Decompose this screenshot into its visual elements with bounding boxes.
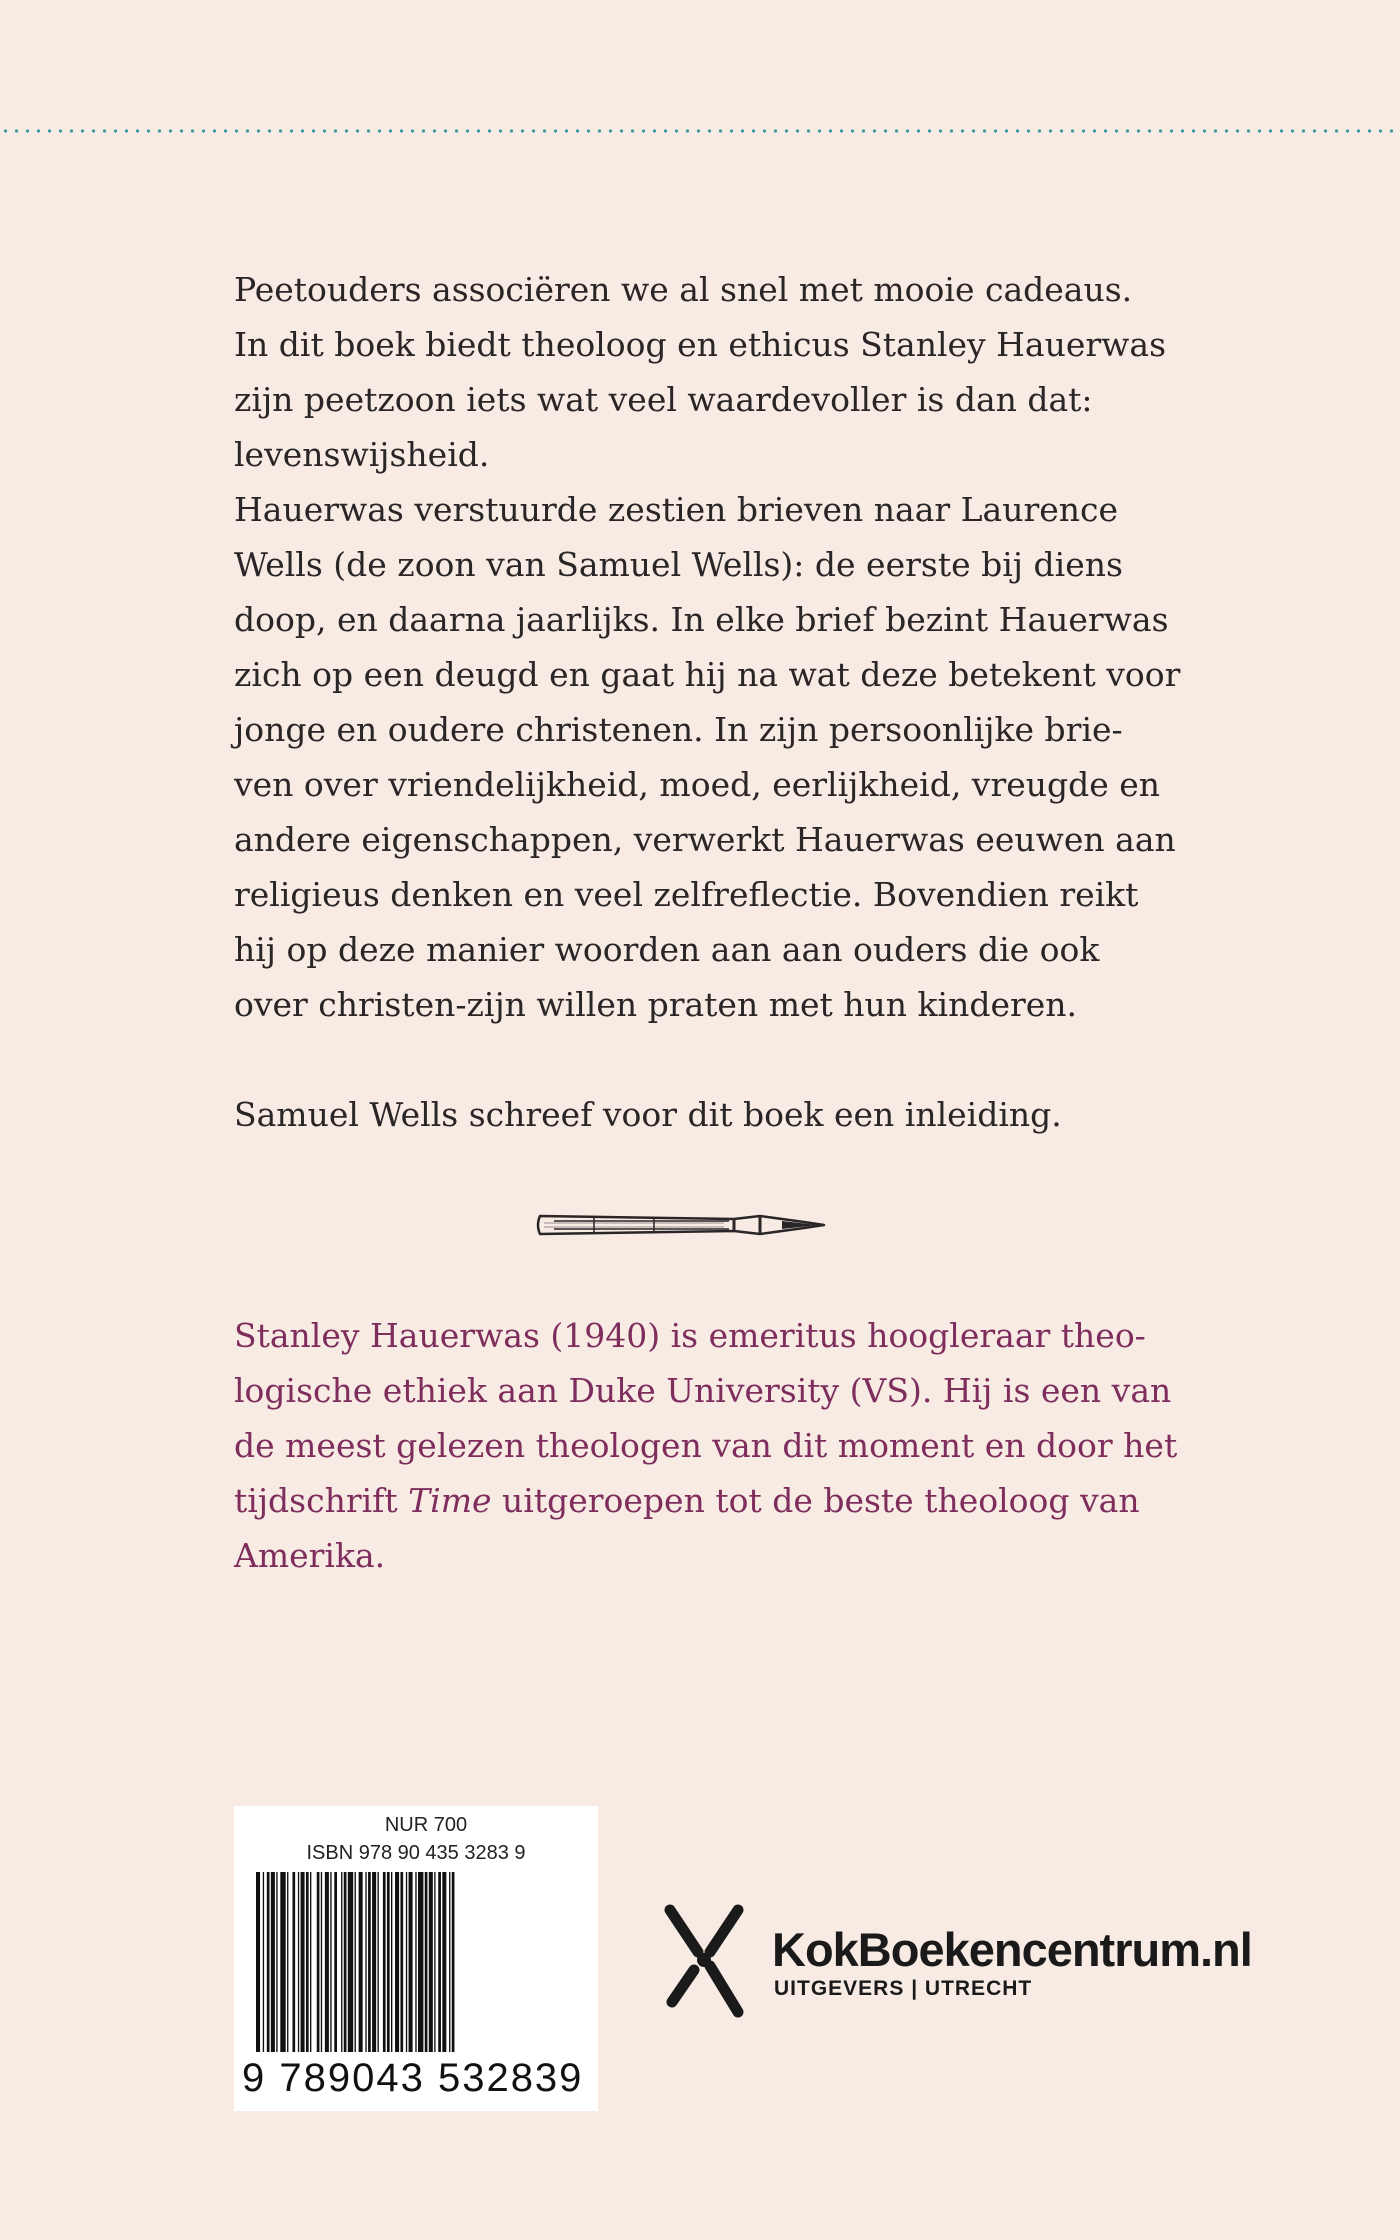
author-bio — [234, 1308, 1214, 1583]
blurb-line: doop, en daarna jaarlijks. In elke brief bezint Hauerwas — [234, 600, 1169, 639]
blurb-line: Peetouders associëren we al snel met mooie cadeaus. — [234, 270, 1133, 309]
bio-line — [234, 1473, 1214, 1528]
blurb-line: In dit boek biedt theoloog en ethicus Stanley Hauerwas — [234, 325, 1167, 364]
blurb-line: zijn peetzoon iets wat veel waardevoller is dan dat: — [234, 380, 1093, 419]
kok-logo-icon — [664, 1904, 744, 2024]
bio-line: logische ethiek aan Duke University (VS). Hij is een van — [234, 1371, 1172, 1410]
blurb-text — [234, 262, 1214, 1142]
blurb-line: andere eigenschappen, verwerkt Hauerwas eeuwen aan — [234, 820, 1176, 859]
blurb-line: over christen-zijn willen praten met hun kinderen. — [234, 985, 1078, 1024]
blurb-line: Hauerwas verstuurde zestien brieven naar Laurence — [234, 490, 1119, 529]
isbn-number: ISBN 978 90 435 3283 9 — [306, 1842, 526, 1864]
publisher-subtitle: UITGEVERS | UTRECHT — [774, 1977, 1033, 2000]
barcode-box — [234, 1806, 598, 2111]
nur-code: NUR 700 — [384, 1814, 468, 1836]
bio-line: Amerika. — [234, 1536, 386, 1575]
bio-text: tijdschrift — [234, 1481, 409, 1520]
bio-line: de meest gelezen theologen van dit moment en door het — [234, 1426, 1178, 1465]
bio-line: Stanley Hauerwas (1940) is emeritus hoogleraar theo- — [234, 1316, 1146, 1355]
blurb-line: hij op deze manier woorden aan aan ouders die ook — [234, 930, 1100, 969]
blurb-line: jonge en oudere christenen. In zijn persoonlijke brie- — [234, 710, 1123, 749]
magazine-title: Time — [408, 1481, 492, 1520]
barcode-icon — [256, 1872, 586, 2052]
blurb-line: levenswijsheid. — [234, 435, 490, 474]
bio-text: uitgeroepen tot de beste theoloog van — [491, 1481, 1140, 1520]
blurb-line: religieus denken en veel zelfreflectie. Bovendien reikt — [234, 875, 1139, 914]
blurb-line: ven over vriendelijkheid, moed, eerlijkheid, vreugde en — [234, 765, 1161, 804]
ean-digits: 9 789043 532839 — [242, 2056, 584, 2100]
blurb-line: zich op een deugd en gaat hij na wat deze betekent voor — [234, 655, 1181, 694]
dotted-rule — [0, 129, 1400, 133]
publisher-name: KokBoekencentrum.nl — [772, 1923, 1252, 1976]
introduction-note: Samuel Wells schreef voor dit boek een inleiding. — [234, 1095, 1062, 1134]
blurb-line: Wells (de zoon van Samuel Wells): de eerste bij diens — [234, 545, 1123, 584]
fountain-pen-icon — [534, 1204, 828, 1246]
